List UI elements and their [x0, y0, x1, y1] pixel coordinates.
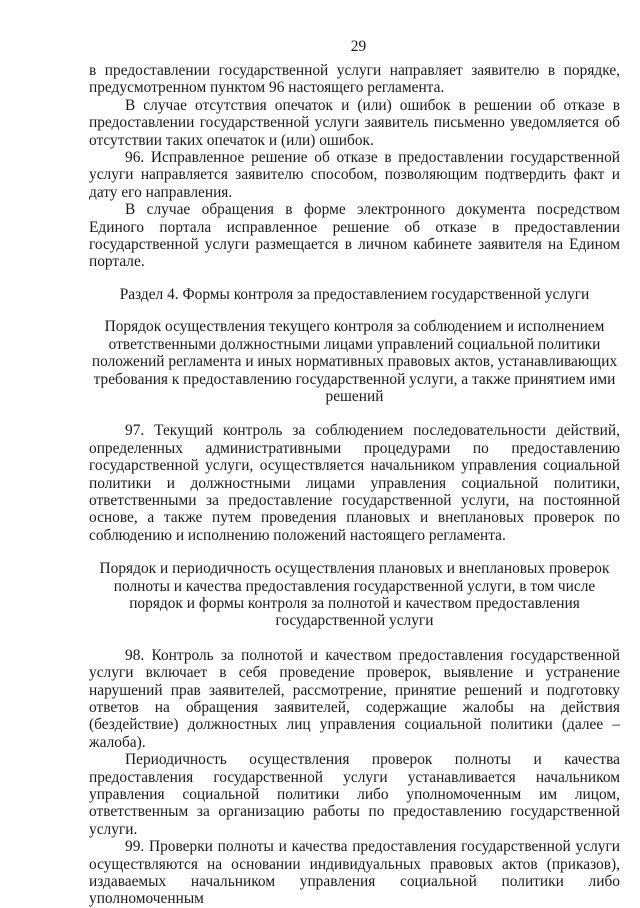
subheading-current-control: Порядок осуществления текущего контроля за соблюдением и исполнением ответственными должностными лицами управлений социальной политики положений регламента и иных нормативных правовых актов, устанавливающих требования к предоставлению государственной услуги, а также принятием ими решений: [91, 318, 618, 405]
paragraph-99: 99. Проверки полноты и качества предоставления государственной услуги осуществляются на основании индивидуальных правовых актов (приказов), издаваемых начальником управления социальной политики либо уполномоченным: [89, 838, 620, 908]
paragraph-continuation: в предоставлении государственной услуги направляет заявителю в порядке, предусмотренном пунктом 96 настоящего регламента.: [89, 62, 620, 97]
section-title: Раздел 4. Формы контроля за предоставлением государственной услуги: [119, 285, 590, 303]
paragraph-electronic: В случае обращения в форме электронного документа посредством Единого портала исправленное решение об отказе в предоставлении государственной услуги размещается в личном кабинете заявителя на Едином портале.: [89, 201, 620, 271]
page-number: 29: [350, 38, 367, 55]
paragraph-98: 98. Контроль за полнотой и качеством предоставления государственной услуги включает в себя проведение проверок, выявление и устранение нарушений прав заявителей, рассмотрение, принятие решений и подготовку ответов на обращения заявителей, содержащие жалобы на действия (бездействие) должностных лиц управления социальной политики (далее – жалоба).: [89, 646, 620, 751]
paragraph-96: 96. Исправленное решение об отказе в предоставлении государственной услуги направляется заявителю способом, позволяющим подтвердить факт и дату его направления.: [89, 149, 620, 201]
document-page: [89, 38, 620, 908]
subheading-inspections: Порядок и периодичность осуществления плановых и внеплановых проверок полноты и качества предоставления государственной услуги, в том числе порядок и формы контроля за полнотой и качеством предоставления государственной услуги: [99, 560, 610, 630]
paragraph-no-errors: В случае отсутствия опечаток и (или) ошибок в решении об отказе в предоставлении государственной услуги заявитель письменно уведомляется об отсутствии таких опечаток и (или) ошибок.: [89, 96, 620, 149]
paragraph-periodicity: Периодичность осуществления проверок полноты и качества предоставления государственной услуги устанавливается начальником управления социальной политики либо уполномоченным им лицом, ответственным за организацию работы по предоставлению государственной услуги.: [89, 751, 620, 838]
spacer: [89, 544, 620, 560]
paragraph-97: 97. Текущий контроль за соблюдением последовательности действий, определенных административными процедурами по предоставлению государственной услуги, осуществляется начальником управления социальной политики и должностными лицами управления социальной политики, ответственными за предоставление государственной услуги, на постоянной основе, а также путем проведения плановых и внеплановых проверок по соблюдению и исполнению положений настоящего регламента.: [89, 422, 620, 544]
